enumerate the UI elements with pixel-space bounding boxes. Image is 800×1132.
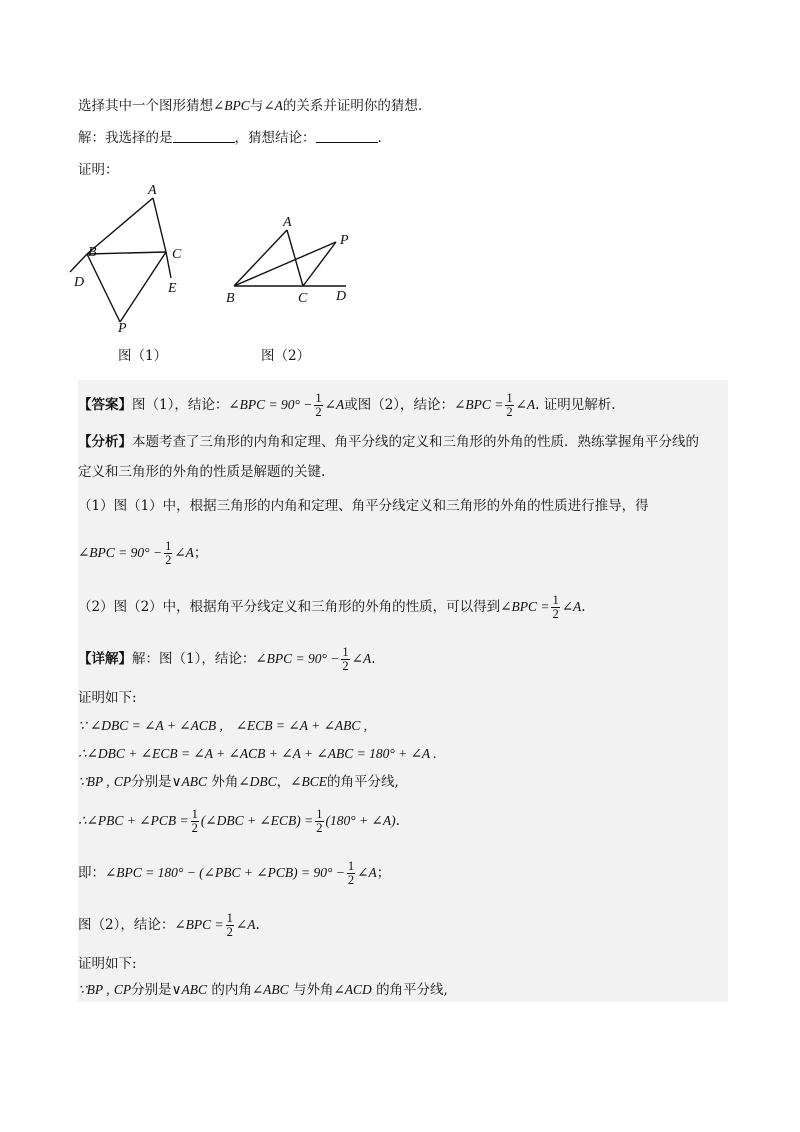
math-expr: ∠BPC = 90° −	[255, 651, 340, 666]
answer-text: 图（1），结论：	[132, 397, 229, 413]
analysis-p1: （1）图（1）中，根据三角形的内角和定理、角平分线定义和三角形的外角的性质进行推导，得	[78, 498, 649, 514]
math-expr: ∵BP ,	[78, 774, 110, 789]
detail-tag: 【详解】	[78, 651, 132, 667]
math-a: ∠A	[357, 865, 377, 880]
detail-text: 图（2），结论：	[78, 917, 175, 933]
math-expr: ∠BPC = 180° − (∠PBC + ∠PCB) = 90° −	[105, 865, 345, 880]
label-e: E	[168, 281, 177, 296]
math-expr: ∠BPC =	[500, 599, 550, 614]
proof-line-3	[78, 772, 399, 792]
proof-label: 证明：	[78, 162, 119, 178]
analysis-tag: 【分析】	[78, 434, 132, 450]
frac-den: 2	[316, 821, 323, 835]
frac-num: 1	[191, 807, 198, 821]
detail-text: 解：图（1），结论：	[132, 651, 256, 667]
math-a: ∠A	[263, 98, 283, 113]
math-expr: ∨ABC	[171, 982, 208, 997]
detail-text: 与外角	[292, 982, 334, 998]
fig2-conclusion	[78, 912, 260, 939]
analysis-text: ；	[193, 545, 208, 561]
proof-line-2	[78, 744, 437, 764]
math-expr: ∠ACD	[333, 982, 372, 997]
fraction-half	[191, 808, 199, 835]
label-b: B	[88, 245, 97, 260]
solution-text: ，猜想结论：	[234, 130, 316, 146]
analysis-text: （2）图（2）中，根据角平分线定义和三角形的外角的性质，可以得到	[78, 599, 501, 615]
fraction-half	[347, 860, 355, 887]
solution-text: 解：我选择的是	[78, 130, 173, 146]
math-expr: ∠BPC =	[454, 397, 504, 412]
answer-text: 或图（2），结论：	[344, 397, 455, 413]
label-b: B	[226, 291, 235, 306]
math-expr: ∠BPC =	[174, 917, 224, 932]
answer-blank[interactable]	[173, 128, 235, 143]
segment-cp	[120, 252, 166, 322]
detail-text: 的角平分线,	[376, 982, 448, 998]
frac-den: 2	[506, 405, 513, 419]
detail-text: .	[255, 917, 260, 933]
proof-intro: 证明如下:	[78, 690, 137, 706]
segment-bp	[87, 254, 120, 322]
frac-den: 2	[315, 405, 322, 419]
frac-den: 2	[347, 873, 355, 887]
segment-ab	[87, 198, 153, 254]
frac-num: 1	[347, 859, 355, 873]
math-a: ∠A	[174, 545, 194, 560]
solution-line	[78, 128, 382, 148]
fraction-half	[341, 646, 349, 673]
proof-line-1	[78, 716, 367, 736]
question-text: 与	[249, 98, 264, 114]
math-expr: ∠BPC = 90° −	[228, 397, 313, 412]
label-p: P	[340, 233, 349, 248]
math-expr: CP	[113, 982, 132, 997]
segment-ce	[166, 252, 171, 278]
label-c: C	[298, 291, 308, 306]
segment-bp	[234, 242, 336, 286]
fraction-half	[551, 594, 559, 621]
answer-line	[78, 392, 616, 419]
detail-text: .	[395, 813, 400, 829]
math-a: ∠A	[561, 599, 582, 614]
analysis-text: .	[581, 599, 586, 615]
segment-ac	[153, 198, 166, 252]
frac-num: 1	[165, 539, 172, 553]
solution-text: .	[377, 130, 382, 146]
detail-text: 分别是	[131, 982, 172, 998]
segment-bc	[87, 252, 166, 254]
math-expr: ∠ABC	[251, 982, 289, 997]
analysis-line-1	[78, 432, 699, 452]
math-expr: ∨ABC	[171, 774, 208, 789]
detail-text: 的内角	[211, 982, 252, 998]
question-text: 选择其中一个图形猜想	[78, 98, 213, 114]
math-expr: ∠ECB = ∠A + ∠ABC ,	[235, 718, 368, 733]
math-expr: ∵BP ,	[78, 982, 110, 997]
figure-1	[60, 180, 210, 340]
math-a: ∠A	[351, 651, 372, 666]
detail-text: ，	[276, 774, 291, 790]
frac-num: 1	[342, 645, 349, 659]
frac-den: 2	[226, 925, 233, 939]
figure-2	[220, 210, 370, 310]
question-line	[78, 96, 422, 116]
fraction-half	[226, 912, 234, 939]
math-a: ∠A	[324, 397, 345, 412]
analysis-text: 本题考查了三角形的内角和定理、角平分线的定义和三角形的外角的性质．熟练掌握角平分线的	[132, 434, 699, 450]
fraction-half	[505, 392, 513, 419]
detail-text: 外角	[211, 774, 239, 790]
answer-tag: 【答案】	[78, 397, 132, 413]
math-expr: ∠BPC = 90° −	[78, 545, 163, 560]
answer-text: . 证明见解析.	[535, 397, 616, 413]
math-expr: ∵ ∠DBC = ∠A + ∠ACB ,	[78, 718, 223, 733]
detail-text: ；	[376, 865, 391, 881]
fraction-half	[314, 392, 322, 419]
math-a: ∠A	[515, 397, 536, 412]
frac-den: 2	[191, 821, 198, 835]
proof-line-5	[78, 860, 390, 887]
label-d: D	[336, 289, 347, 304]
math-expr: ∴∠DBC + ∠ECB = ∠A + ∠ACB + ∠A + ∠ABC = 180° + ∠A .	[78, 746, 437, 761]
label-a: A	[148, 183, 157, 198]
detail-text: 即：	[78, 865, 105, 881]
analysis-p2	[78, 594, 586, 621]
proof-line-6	[78, 980, 448, 1000]
conclusion-blank[interactable]	[316, 128, 378, 143]
math-a: ∠A	[235, 917, 256, 932]
question-text: 的关系并证明你的猜想.	[282, 98, 423, 114]
frac-den: 2	[342, 659, 349, 673]
math-expr: ∴∠PBC + ∠PCB =	[78, 813, 189, 828]
label-a: A	[283, 215, 292, 230]
figure-2-caption: 图（2）	[261, 348, 311, 364]
fraction-half	[315, 808, 323, 835]
math-expr: ∠BCE	[290, 774, 327, 789]
frac-num: 1	[316, 807, 323, 821]
fraction-half	[164, 540, 172, 567]
label-c: C	[172, 247, 182, 262]
label-d: D	[74, 275, 85, 290]
math-expr: ∠DBC	[238, 774, 277, 789]
math-expr: CP	[113, 774, 132, 789]
analysis-line-2: 定义和三角形的外角的性质是解题的关键.	[78, 464, 326, 480]
detail-text: 分别是	[131, 774, 172, 790]
analysis-p1-eq	[78, 540, 207, 567]
frac-num: 1	[506, 391, 513, 405]
figure-1-caption: 图（1）	[118, 348, 168, 364]
math-expr: (180° + ∠A)	[325, 813, 396, 828]
frac-num: 1	[552, 593, 559, 607]
frac-num: 1	[226, 911, 233, 925]
frac-den: 2	[165, 553, 172, 567]
segment-bd	[70, 254, 87, 272]
label-p: P	[118, 321, 127, 336]
frac-num: 1	[315, 391, 322, 405]
detail-text: .	[371, 651, 376, 667]
proof-line-4	[78, 808, 400, 835]
segment-ba	[234, 230, 287, 286]
proof-intro-2: 证明如下:	[78, 956, 137, 972]
detail-text: 的角平分线,	[326, 774, 399, 790]
frac-den: 2	[552, 607, 559, 621]
math-bpc: ∠BPC	[213, 98, 250, 113]
detail-line	[78, 646, 376, 673]
math-expr: (∠DBC + ∠ECB) =	[200, 813, 314, 828]
